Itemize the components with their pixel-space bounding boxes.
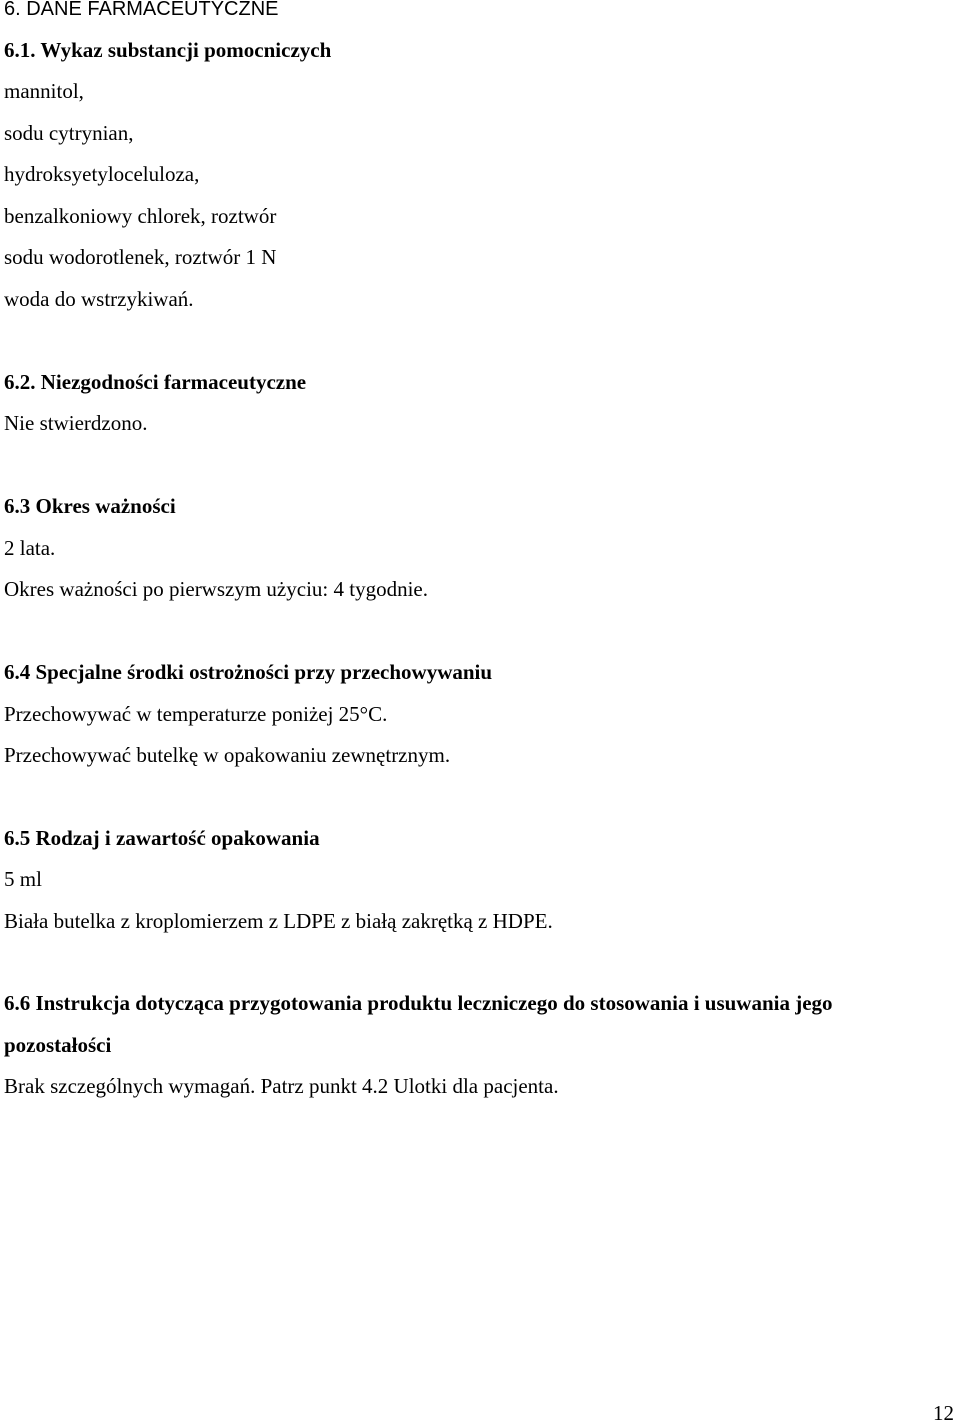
section-text: Nie stwierdzono.	[4, 411, 148, 435]
section-6-2-heading: 6.2. Niezgodności farmaceutyczne	[4, 370, 307, 394]
excipient-line: hydroksyetyloceluloza,	[4, 162, 200, 186]
section-text: Biała butelka z kroplomierzem z LDPE z białą zakrętką z HDPE.	[4, 909, 553, 933]
excipient-line: mannitol,	[4, 79, 84, 103]
excipient-line: benzalkoniowy chlorek, roztwór	[4, 204, 277, 228]
section-6-6-heading-continued: pozostałości	[4, 1033, 112, 1057]
section-text: Okres ważności po pierwszym użyciu: 4 tygodnie.	[4, 577, 428, 601]
excipient-line: sodu cytrynian,	[4, 121, 134, 145]
page-number: 12	[933, 1401, 954, 1425]
section-text: 5 ml	[4, 867, 42, 891]
section-6-4-heading: 6.4 Specjalne środki ostrożności przy przechowywaniu	[4, 660, 493, 684]
section-6-3-heading: 6.3 Okres ważności	[4, 494, 176, 518]
section-text: Brak szczególnych wymagań. Patrz punkt 4.2 Ulotki dla pacjenta.	[4, 1074, 559, 1098]
excipient-line: woda do wstrzykiwań.	[4, 287, 194, 311]
section-6-5-heading: 6.5 Rodzaj i zawartość opakowania	[4, 826, 320, 850]
section-6-1-heading: 6.1. Wykaz substancji pomocniczych	[4, 38, 332, 62]
section-text: 2 lata.	[4, 536, 56, 560]
section-text: Przechowywać w temperaturze poniżej 25°C.	[4, 702, 388, 726]
document-title: 6. DANE FARMACEUTYCZNE	[4, 0, 279, 20]
section-6-6-heading: 6.6 Instrukcja dotycząca przygotowania produktu leczniczego do stosowania i usuwania jego	[4, 991, 833, 1015]
excipient-line: sodu wodorotlenek, roztwór 1 N	[4, 245, 277, 269]
section-text: Przechowywać butelkę w opakowaniu zewnętrznym.	[4, 743, 451, 767]
